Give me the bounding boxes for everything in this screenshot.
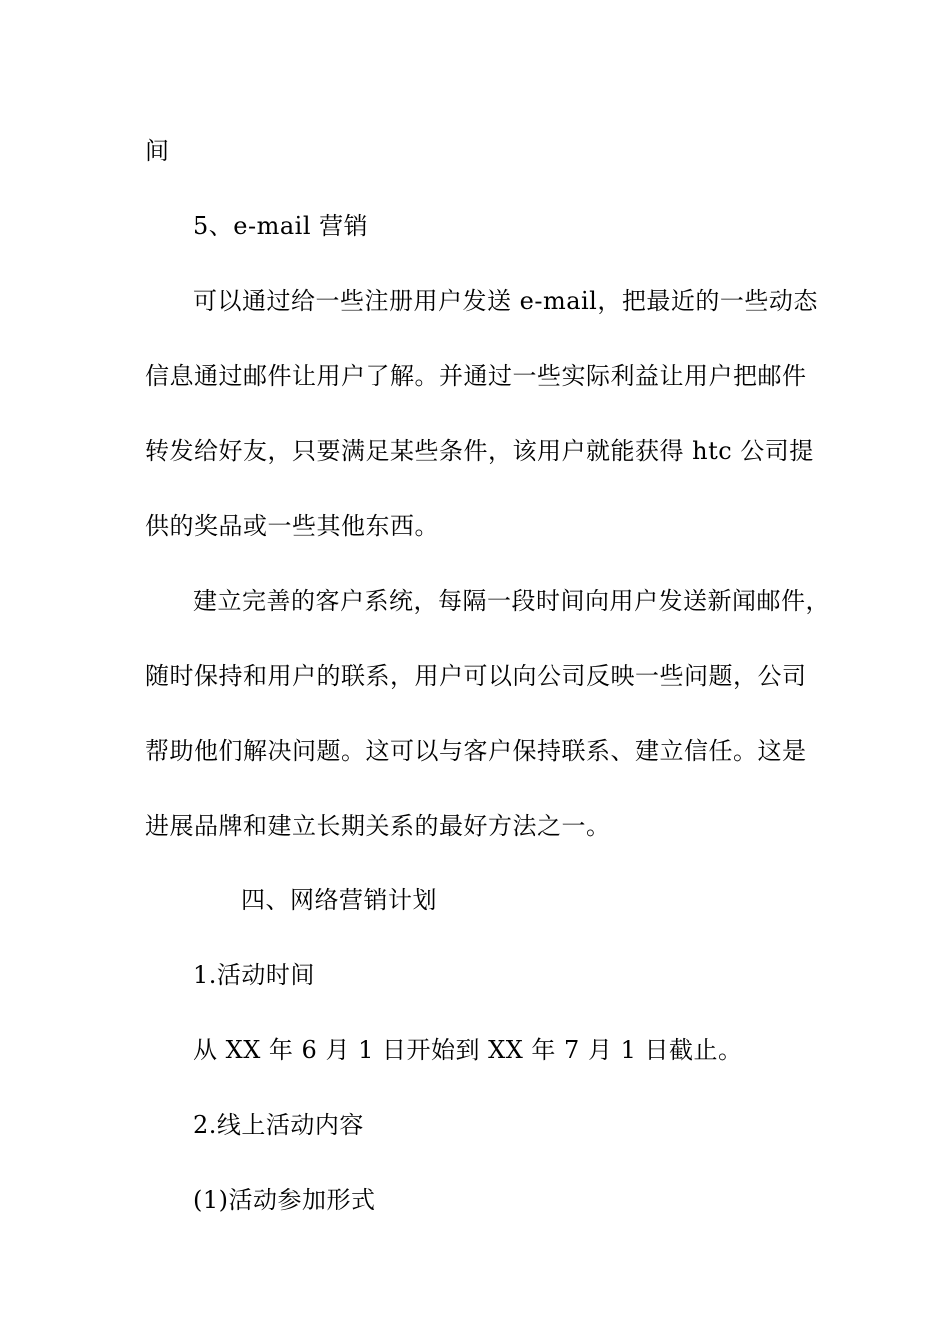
- paragraph-continuation-line: 间: [145, 137, 170, 165]
- paragraph-line: 可以通过给一些注册用户发送 e-mail，把最近的一些动态: [193, 287, 818, 315]
- section-heading-email-marketing: 5、e-mail 营销: [193, 212, 369, 240]
- paragraph-line: 从 XX 年 6 月 1 日开始到 XX 年 7 月 1 日截止。: [193, 1036, 743, 1064]
- paragraph-line: 随时保持和用户的联系，用户可以向公司反映一些问题，公司: [145, 662, 807, 690]
- paragraph-line: 供的奖品或一些其他东西。: [145, 512, 439, 540]
- subheading-activity-time: 1.活动时间: [193, 961, 315, 989]
- section-heading-marketing-plan: 四、网络营销计划: [241, 886, 437, 914]
- paragraph-line: 建立完善的客户系统，每隔一段时间向用户发送新闻邮件，: [193, 587, 830, 615]
- paragraph-line: 进展品牌和建立长期关系的最好方法之一。: [145, 812, 611, 840]
- paragraph-line: 转发给好友，只要满足某些条件，该用户就能获得 htc 公司提: [145, 437, 814, 465]
- subheading-participation-form: (1)活动参加形式: [193, 1186, 376, 1214]
- subheading-online-activity: 2.线上活动内容: [193, 1111, 364, 1139]
- paragraph-line: 信息通过邮件让用户了解。并通过一些实际利益让用户把邮件: [145, 362, 807, 390]
- paragraph-line: 帮助他们解决问题。这可以与客户保持联系、建立信任。这是: [145, 737, 807, 765]
